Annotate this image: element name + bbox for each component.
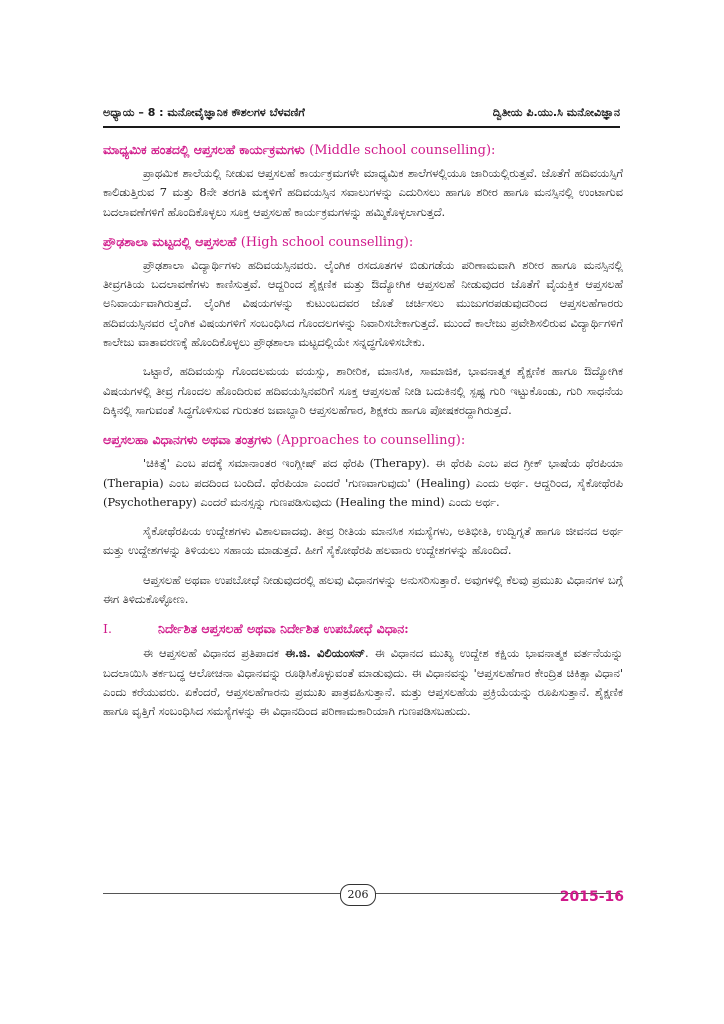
proponent-name: ಈ.ಜಿ. ವಿಲಿಯಂಸನ್ [285, 646, 365, 661]
heading-kannada: ಮಾಧ್ಯಮಿಕ ಹಂತದಲ್ಲಿ ಆಪ್ತಸಲಹೆ ಕಾರ್ಯಕ್ರಮಗಳು [103, 142, 305, 157]
paragraph: ಆಪ್ತಸಲಹೆ ಅಥವಾ ಉಪಬೋಧೆ ನೀಡುವುದರಲ್ಲಿ ಹಲವು ವಿಧಾನಗಳನ್ನು ಅನುಸರಿಸುತ್ತಾರೆ. ಅವುಗಳಲ್ಲಿ ಕೆಲವು ಪ್ರಮುಖ ವಿಧಾನಗಳ ಬಗ್ಗೆ ಈಗ ತಿಳಿದುಕೊಳ್ಳೋಣ. [103, 572, 623, 607]
paragraph-text: ಈ ಆಪ್ತಸಲಹೆ ವಿಧಾನದ ಪ್ರತಿಪಾದಕ [143, 646, 286, 661]
paragraph [103, 644, 623, 721]
page-number: 206 [340, 884, 376, 906]
section-middle-school [103, 140, 623, 222]
subsection-heading [103, 619, 623, 638]
paragraph: ಸೈಕೋಥೆರಪಿಯ ಉದ್ದೇಶಗಳು ವಿಶಾಲವಾದವು. ತೀವ್ರ ರೀತಿಯ ಮಾನಸಿಕ ಸಮಸ್ಯೆಗಳು, ಅತಿಭೀತಿ, ಉದ್ವಿಗ್ನತೆ ಹಾಗೂ ಜೀವನದ ಅರ್ಥ ಮತ್ತು ಉದ್ದೇಶಗಳನ್ನು ತಿಳಿಯಲು ಸಹಾಯ ಮಾಡುತ್ತದೆ. ಹೀಗೆ ಸೈಕೋಥೆರಪಿ ಹಲವಾರು ಉದ್ದೇಶಗಳನ್ನು ಹೊಂದಿದೆ. [103, 524, 623, 558]
page-header [103, 100, 620, 126]
section-high-school [103, 232, 623, 420]
course-title: ದ್ವಿತೀಯ ಪಿ.ಯು.ಸಿ ಮನೋವಿಜ್ಞಾನ [492, 106, 620, 119]
heading-kannada: ಪ್ರೌಢಶಾಲಾ ಮಟ್ಟದಲ್ಲಿ ಆಪ್ತಸಲಹೆ [103, 233, 237, 249]
subsection-directive-counselling [103, 619, 623, 721]
academic-year: 2015-16 [559, 889, 624, 905]
paragraph: ಪ್ರೌಢಶಾಲಾ ವಿದ್ಯಾರ್ಥಿಗಳು ಹದಿವಯಸ್ಸಿನವರು. ಲೈಂಗಿಕ ರಸದೂತಗಳ ಬಿಡುಗಡೆಯ ಪರಿಣಾಮವಾಗಿ ಶರೀರ ಹಾಗೂ ಮನಸ್ಸಿನಲ್ಲಿ ತೀವ್ರಗತಿಯ ಬದಲಾವಣೆಗಳು ಕಾಣಿಸುತ್ತವೆ. ಆದ್ದರಿಂದ ಶೈಕ್ಷಣಿಕ ಮತ್ತು ಔದ್ಯೋಗಿಕ ಆಪ್ತಸಲಹೆ ನೀಡುವುದರ ಜೊತೆಗೆ ವೈಯಕ್ತಿಕ ಆಪ್ತಸಲಹೆ ಅನಿವಾರ್ಯವಾಗಿರುತ್ತದೆ. ಲೈಂಗಿಕ ವಿಷಯಗಳನ್ನು ಕುಟುಂಬದವರ ಜೊತೆ ಚರ್ಚಿಸಲು ಮುಜುಗರಪಡುವುದರಿಂದ ಆಪ್ತಸಲಹೆಗಾರರು ಹದಿವಯಸ್ಸಿನವರ ಲೈಂಗಿಕ ವಿಷಯಗಳಿಗೆ ಸಂಬಂಧಿಸಿದ ಗೊಂದಲಗಳನ್ನು ನಿವಾರಿಸಬೇಕಾಗುತ್ತದೆ. ಮುಂದೆ ಕಾಲೇಜು ಪ್ರವೇಶಿಸಲಿರುವ ವಿದ್ಯಾರ್ಥಿಗಳಿಗೆ ಕಾಲೇಜು ವಾತಾವರಣಕ್ಕೆ ಹೊಂದಿಕೊಳ್ಳಲು ಪ್ರೌಢಶಾಲಾ ಮಟ್ಟದಲ್ಲಿಯೇ ಸನ್ನದ್ಧಗೊಳಿಸಬೇಕು. [103, 257, 623, 350]
subsection-number: I. [103, 621, 112, 637]
header-divider [103, 126, 620, 128]
paragraph: ಪ್ರಾಥಮಿಕ ಶಾಲೆಯಲ್ಲಿ ನೀಡುವ ಆಪ್ತಸಲಹೆ ಕಾರ್ಯಕ್ರಮಗಳೇ ಮಾಧ್ಯಮಿಕ ಶಾಲೆಗಳಲ್ಲಿಯೂ ಜಾರಿಯಲ್ಲಿರುತ್ತವೆ. ಜೊತೆಗೆ ಹದಿವಯಸ್ಸಿಗೆ ಕಾಲಿಡುತ್ತಿರುವ 7 ಮತ್ತು 8ನೇ ತರಗತಿ ಮಕ್ಕಳಿಗೆ ಹದಿವಯಸ್ಸಿನ ಸವಾಲುಗಳನ್ನು ಎದುರಿಸಲು ಹಾಗೂ ಶರೀರ ಹಾಗೂ ಮನಸ್ಸಿನಲ್ಲಿ ಉಂಟಾಗುವ ಬದಲಾವಣೆಗಳಿಗೆ ಹೊಂದಿಕೊಳ್ಳಲು ಸೂಕ್ತ ಆಪ್ತಸಲಹೆ ಕಾರ್ಯಕ್ರಮಗಳನ್ನು ಹಮ್ಮಿಕೊಳ್ಳಲಾಗುತ್ತದೆ. [103, 166, 623, 219]
section-heading [103, 430, 623, 450]
paragraph: 'ಚಿಕಿತ್ಸೆ' ಎಂಬ ಪದಕ್ಕೆ ಸಮಾನಾಂತರ ಇಂಗ್ಲೀಷ್ ಪದ ಥೆರಪಿ (Therapy). ಈ ಥೆರಪಿ ಎಂಬ ಪದ ಗ್ರೀಕ್ ಭಾಷೆಯ ಥೆರಪಿಯಾ (Therapia) ಎಂಬ ಪದದಿಂದ ಬಂದಿದೆ. ಥೆರಪಿಯಾ ಎಂದರೆ 'ಗುಣವಾಗುವುದು' (Healing) ಎಂದು ಅರ್ಥ. ಆದ್ದರಿಂದ, ಸೈಕೋಥೆರಪಿ (Psychotherapy) ಎಂದರೆ ಮನಸ್ಸನ್ನು ಗುಣಪಡಿಸುವುದು (Healing the mind) ಎಂದು ಅರ್ಥ. [103, 456, 623, 509]
heading-english: (Middle school counselling): [309, 143, 496, 158]
heading-english: (Approaches to counselling): [276, 433, 466, 449]
chapter-title: ಅಧ್ಯಾಯ – 8 : ಮನೋವೈಜ್ಞಾನಿಕ ಕೌಶಲಗಳ ಬೆಳವಣಿಗೆ [103, 106, 305, 119]
section-approaches [103, 430, 623, 609]
section-heading [103, 140, 623, 160]
paragraph: ಒಟ್ಟಾರೆ, ಹದಿವಯಸ್ಸು ಗೊಂದಲಮಯ ವಯಸ್ಸು, ಶಾರೀರಿಕ, ಮಾನಸಿಕ, ಸಾಮಾಜಿಕ, ಭಾವನಾತ್ಮಕ ಶೈಕ್ಷಣಿಕ ಹಾಗೂ ಔದ್ಯೋಗಿಕ ವಿಷಯಗಳಲ್ಲಿ ತೀವ್ರ ಗೊಂದಲ ಹೊಂದಿರುವ ಹದಿವಯಸ್ಸಿನವರಿಗೆ ಸೂಕ್ತ ಆಪ್ತಸಲಹೆ ನೀಡಿ ಬದುಕಿನಲ್ಲಿ ಸ್ಪಷ್ಟ ಗುರಿ ಇಟ್ಟುಕೊಂಡು, ಗುರಿ ಸಾಧನೆಯ ದಿಕ್ಕಿನಲ್ಲಿ ಸಾಗುವಂತೆ ಸಿದ್ಧಗೊಳಿಸುವ ಗುರುತರ ಜವಾಬ್ದಾರಿ ಆಪ್ತಸಲಹೆಗಾರ, ಶಿಕ್ಷಕರು ಹಾಗೂ ಪೋಷಕರದ್ದಾಗಿರುತ್ತದೆ. [103, 364, 623, 417]
page-body [103, 140, 623, 732]
heading-kannada: ಆಪ್ತಸಲಹಾ ವಿಧಾನಗಳು ಅಥವಾ ತಂತ್ರಗಳು [103, 432, 272, 448]
paragraph-text: . ಈ ವಿಧಾನದ ಮುಖ್ಯ ಉದ್ದೇಶ ಕಕ್ಷಿಯ ಭಾವನಾತ್ಮಕ ವರ್ತನೆಯನ್ನು ಬದಲಾಯಿಸಿ ತರ್ಕಬದ್ಧ ಆಲೋಚನಾ ವಿಧಾನವನ್ನು ರೂಢಿಸಿಕೊಳ್ಳುವಂತೆ ಮಾಡುವುದು. ಈ ವಿಧಾನವನ್ನು 'ಆಪ್ತಸಲಹೆಗಾರ ಕೇಂದ್ರಿತ ಚಿಕಿತ್ಸಾ ವಿಧಾನ' ಎಂದು ಕರೆಯುವರು. ಏಕೆಂದರೆ, ಆಪ್ತಸಲಹೆಗಾರನು ಪ್ರಮುಖ ಪಾತ್ರವಹಿಸುತ್ತಾನೆ. ಮತ್ತು ಆಪ್ತಸಲಹೆಯ ಪ್ರಕ್ರಿಯೆಯನ್ನು ರೂಪಿಸುತ್ತಾನೆ. ಶೈಕ್ಷಣಿಕ ಹಾಗೂ ವೃತ್ತಿಗೆ ಸಂಬಂಧಿಸಿದ ಸಮಸ್ಯೆಗಳನ್ನು ಈ ವಿಧಾನದಿಂದ ಪರಿಣಾಮಕಾರಿಯಾಗಿ ಗುಣಪಡಿಸಬಹುದು. [103, 646, 623, 719]
subsection-title: ನಿರ್ದೇಶಿತ ಆಪ್ತಸಲಹೆ ಅಥವಾ ನಿರ್ದೇಶಿತ ಉಪಬೋಧೆ ವಿಧಾನ: [158, 621, 409, 637]
section-heading [103, 232, 623, 252]
heading-english: (High school counselling): [240, 234, 414, 250]
